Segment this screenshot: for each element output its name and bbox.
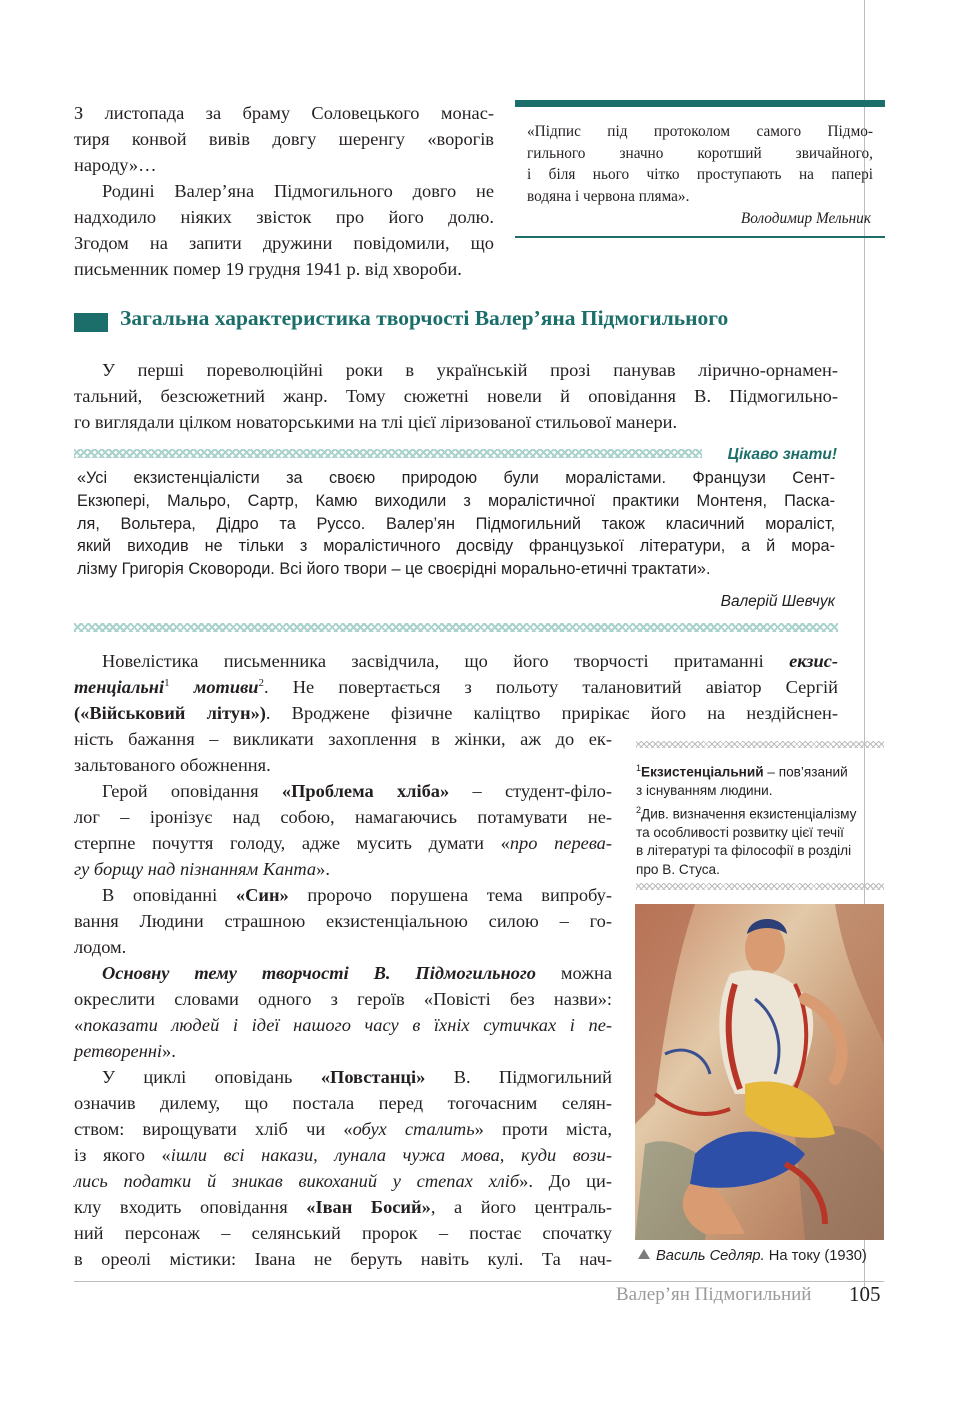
text-span: В. Підмогильний bbox=[425, 1067, 612, 1087]
footnote-term: Екзистенціальний bbox=[641, 764, 764, 780]
painting-caption bbox=[638, 1248, 867, 1264]
text-span: У циклі оповідань bbox=[102, 1067, 321, 1087]
interesting-author: Валерій Шевчук bbox=[720, 593, 835, 610]
text-line: водяна і червона пляма». bbox=[527, 187, 690, 205]
main-column bbox=[74, 726, 612, 1272]
text-span: Новелістика письменника засвідчила, що його творчості притаманні bbox=[102, 651, 790, 671]
footnote-number: 1 bbox=[636, 763, 642, 773]
term-existential: екзис- bbox=[789, 651, 838, 671]
text-span: . Не повертається з польоту талановитий авіатор Сергій bbox=[264, 677, 839, 697]
footnote-divider bbox=[636, 741, 884, 748]
text-line: Згодом на запити дружини повідомили, що bbox=[74, 233, 494, 253]
text-line: і біля нього чітко проступають на папері bbox=[527, 166, 873, 183]
key-phrase: Основну тему творчості В. Підмогильного bbox=[102, 963, 536, 983]
quote-span: обух сталить bbox=[352, 1119, 475, 1139]
quote-text bbox=[527, 121, 873, 207]
footnote-text: з існуванням людини. bbox=[636, 783, 773, 799]
footnote-ref[interactable]: 1 bbox=[164, 677, 170, 689]
zigzag-divider bbox=[74, 623, 838, 632]
work-title: «Іван Босий» bbox=[306, 1197, 431, 1217]
text-span: В оповіданні bbox=[102, 885, 236, 905]
work-title: «Син» bbox=[235, 885, 289, 905]
text-line: означив дилему, що постала перед тогочасним селян- bbox=[74, 1093, 612, 1113]
text-line: У перші пореволюційні роки в українській прозі панував лірично-орнамен- bbox=[102, 360, 838, 380]
footnote-text: про В. Стуса. bbox=[636, 861, 720, 877]
painting-image bbox=[635, 904, 884, 1240]
text-span: . Вроджене фізичне каліцтво прирікає його на нездійснен- bbox=[265, 703, 838, 723]
work-title: «Проблема хліба» bbox=[281, 781, 450, 801]
running-footer-title: Валер’ян Підмогильний bbox=[616, 1284, 812, 1305]
footnote-divider bbox=[636, 883, 884, 890]
text-line: го виглядали цілком новаторськими на тлі цієї ліризованої стильової манери. bbox=[74, 412, 678, 432]
quote-span: лись податки й зникав викоханий у степах хліб bbox=[74, 1171, 520, 1191]
text-span: » проти міста, bbox=[474, 1119, 612, 1139]
term-motives: мотиви bbox=[169, 677, 259, 697]
text-span: клу входить оповідання bbox=[74, 1197, 307, 1217]
text-line: в ореолі містики: Івана не беруть навіть кулі. Та нач- bbox=[74, 1249, 612, 1269]
interesting-label: Цікаво знати! bbox=[727, 446, 837, 463]
caption-author: Василь Седляр. bbox=[656, 1248, 765, 1264]
text-line: окреслити словами одного з героїв «Повісті без назви»: bbox=[74, 989, 612, 1009]
text-span: Герой оповідання bbox=[102, 781, 282, 801]
quote-top-bar bbox=[515, 100, 885, 107]
work-title: «Повстанці» bbox=[320, 1067, 426, 1087]
footnote-text: Див. визначення екзистенціалізму bbox=[641, 806, 857, 822]
page-number: 105 bbox=[849, 1282, 881, 1306]
term-existential: тенціальні bbox=[74, 677, 165, 697]
text-line: тиря конвой вивів довгу шеренгу «ворогів bbox=[74, 129, 494, 149]
work-title: («Військовий літун») bbox=[74, 703, 266, 723]
zigzag-divider bbox=[74, 449, 702, 458]
footnote-ref[interactable]: 2 bbox=[258, 677, 265, 689]
footer-rule bbox=[74, 1281, 884, 1282]
intro-paragraph bbox=[74, 100, 494, 256]
text-span: стерпне почуття голоду, адже мусить думати « bbox=[74, 833, 510, 853]
section-paragraph bbox=[74, 357, 838, 435]
footnote-text: – пов’язаний bbox=[763, 764, 848, 780]
footnote-number: 2 bbox=[636, 804, 642, 815]
intro-last-line: письменник помер 19 грудня 1941 р. від хвороби. bbox=[74, 259, 462, 279]
text-line: ний персонаж – селянський пророк – постає спочатку bbox=[74, 1223, 612, 1243]
quote-span: ретворенні bbox=[74, 1041, 163, 1061]
quote-span: про перева- bbox=[509, 833, 613, 853]
text-line: зальтованого обожнення. bbox=[74, 755, 271, 775]
text-line: Родині Валер’яна Підмогильного довго не bbox=[102, 181, 494, 201]
text-line: лодом. bbox=[74, 937, 127, 957]
triangle-icon bbox=[638, 1249, 650, 1259]
text-span: можна bbox=[535, 963, 612, 983]
text-span: ». До ци- bbox=[519, 1171, 612, 1191]
section-heading: Загальна характеристика творчості Валер’яна Підмогильного bbox=[120, 306, 729, 330]
text-line: «Усі екзистенціалісти за своєю природою були моралістами. Французи Сент- bbox=[77, 469, 835, 487]
text-span: пророчо порушена тема випробу- bbox=[288, 885, 612, 905]
footnote-text: в літературі та філософії в розділі bbox=[636, 843, 852, 859]
quote-bottom-bar bbox=[515, 236, 885, 238]
text-line: народу»… bbox=[74, 155, 157, 175]
text-line: Екзюпері, Мальро, Сартр, Камю виходили з моралістичної практики Монтеня, Паска- bbox=[77, 491, 835, 510]
text-line: лог – іронізує над собою, намагаючись потамувати не- bbox=[74, 807, 612, 827]
text-line: ність бажання – викликати захоплення в жінки, аж до ек- bbox=[74, 729, 612, 749]
heading-marker bbox=[74, 313, 108, 332]
interesting-quote bbox=[77, 467, 835, 581]
main-paragraph-1 bbox=[74, 648, 838, 726]
quote-span: показати людей і ідеї нашого часу в їхніх сутичках і пе- bbox=[83, 1015, 612, 1035]
text-span: – студент-філо- bbox=[449, 781, 613, 801]
text-span: , а його централь- bbox=[430, 1197, 613, 1217]
text-line: який виходив не тільки з моралістичного досвіду французької літератури, а й мора- bbox=[77, 537, 835, 556]
text-span: ». bbox=[162, 1041, 176, 1061]
text-line: лізму Григорія Сковороди. Всі його твори – це своєрідні морально-етичні трактати». bbox=[77, 560, 711, 579]
text-line: ля, Вольтера, Дідро та Руссо. Валер’ян Підмогильний також класичний мораліст, bbox=[77, 514, 835, 533]
text-line: вання Людини страшною екзистенціальною силою – го- bbox=[74, 911, 612, 931]
quote-span: ішли всі накази, лунала чужа мова, куди вози- bbox=[170, 1145, 612, 1165]
footnotes bbox=[636, 759, 886, 879]
caption-title: На току (1930) bbox=[764, 1248, 867, 1264]
text-line: З листопада за браму Соловецького монас- bbox=[74, 103, 494, 123]
text-span: « bbox=[74, 1015, 84, 1035]
text-line: надходило ніяких звісток про його долю. bbox=[74, 207, 494, 227]
footnote-text: та особливості розвитку цієї течії bbox=[636, 824, 844, 840]
text-line: «Підпис під протоколом самого Підмо- bbox=[527, 123, 873, 140]
text-line: гильного значно коротший звичайного, bbox=[527, 144, 873, 162]
text-line: тальний, безсюжетний жанр. Тому сюжетні новели й оповідання В. Підмогильно- bbox=[74, 386, 838, 406]
quote-author: Володимир Мельник bbox=[740, 210, 871, 227]
text-span: ством: вирощувати хліб чи « bbox=[74, 1119, 353, 1139]
text-span: із якого « bbox=[74, 1145, 171, 1165]
text-span: ». bbox=[316, 859, 330, 879]
quote-span: гу борщу над пізнанням Канта bbox=[74, 859, 317, 879]
